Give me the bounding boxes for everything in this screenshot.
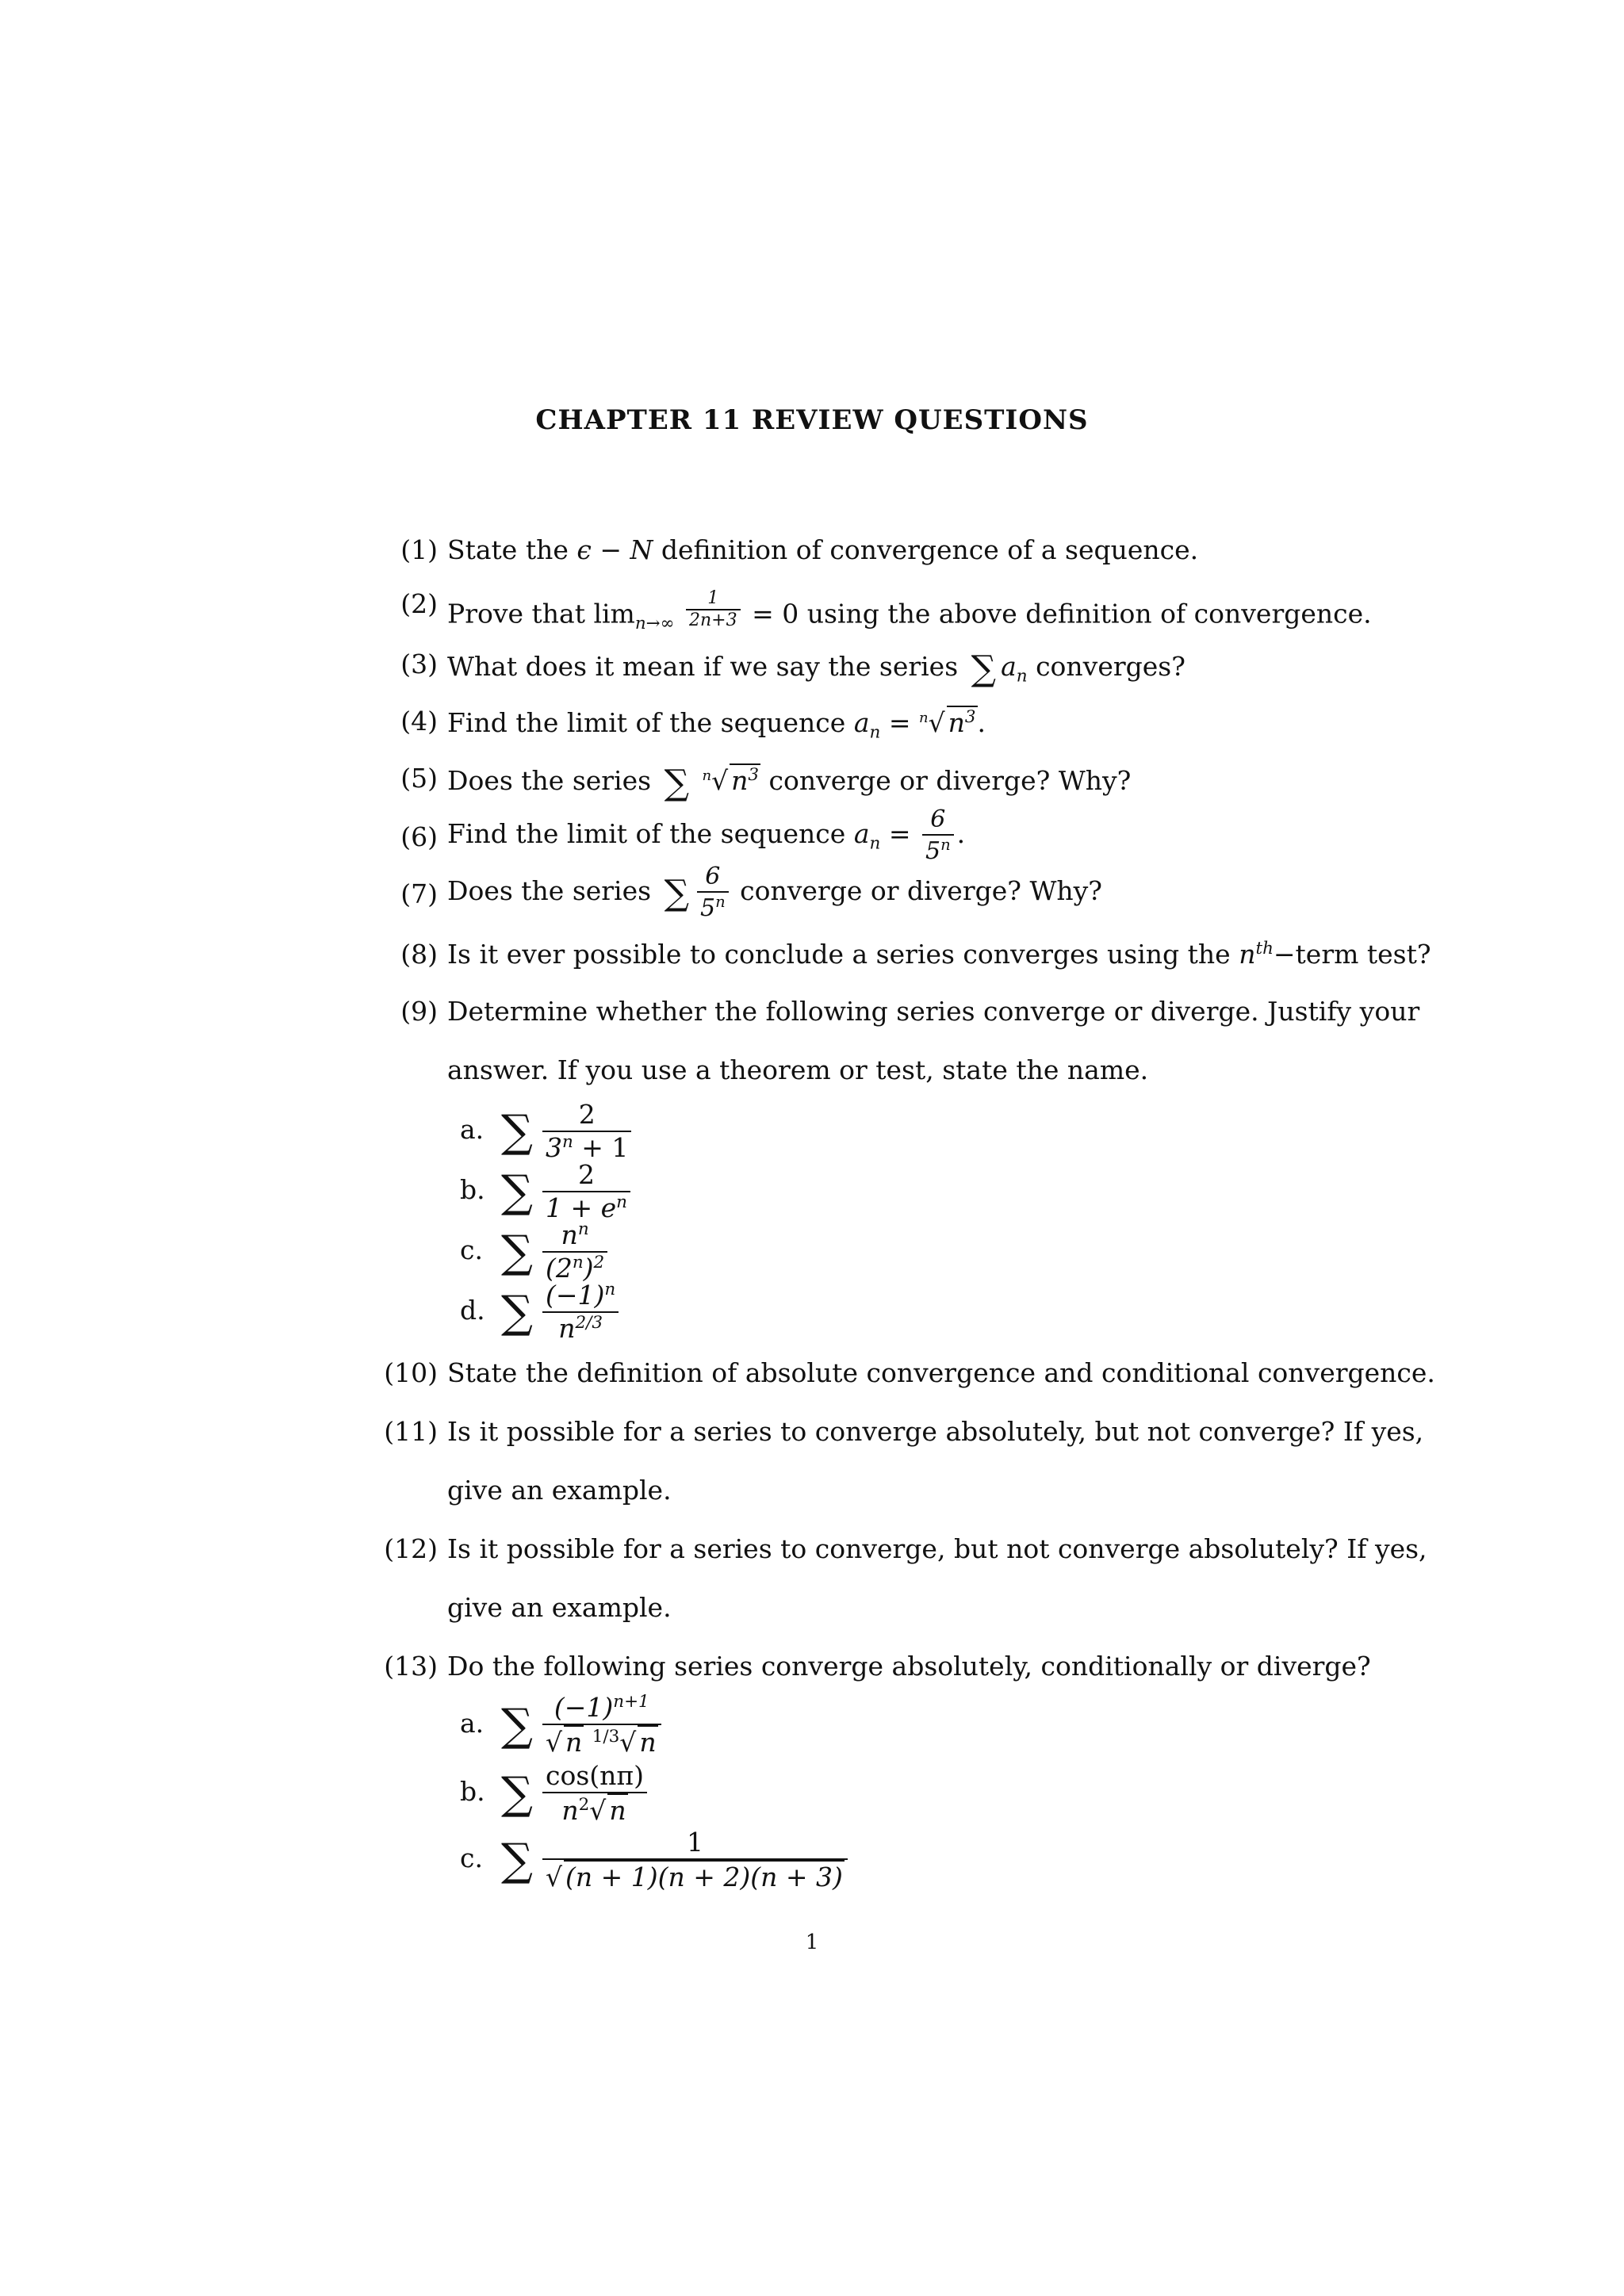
fraction: $\frac{(-1)^n}{n^{2/3}}$	[542, 1280, 619, 1344]
page-number: 1	[805, 1931, 819, 1954]
sigma-symbol: ∑	[501, 1105, 533, 1158]
question-text: Is it ever possible to conclude a series converges using the $n^{th}-term$ test?	[447, 939, 1431, 970]
question-number: (2)	[400, 588, 438, 619]
fraction: $\frac{(-1)^{n+1}}{√ n ^{1/3}√ n}$	[542, 1692, 661, 1758]
root-symbol: √	[711, 765, 729, 796]
question-9-continued: answer. If you use a theorem or test, state the name.	[447, 1054, 1149, 1085]
fraction: $\frac{1}{√ (n + 1)(n + 2)(n + 3)}$	[542, 1827, 848, 1892]
q13-item-a: a. ∑ $\frac{(-1)^{n+1}}{√ n ^{1/3}√ n}$	[460, 1692, 665, 1758]
sigma-symbol: ∑	[971, 649, 997, 689]
question-number: (4)	[400, 706, 438, 737]
fraction: $\frac{\cos(n\pi)}{n^2√ n}$	[542, 1760, 647, 1826]
question-text: Prove that $\lim_{n\to\infty}$ $\frac{1}{2n+3}$ = 0 using the above definition of convergence.	[447, 588, 1372, 633]
question-number: (12)	[384, 1533, 438, 1564]
fraction: $\frac{2}{1 + e^n}$	[542, 1159, 630, 1223]
sigma-symbol: ∑	[501, 1286, 533, 1338]
q9-item-c: c. ∑ $\frac{n^n}{(2^n)^2}$	[460, 1219, 611, 1284]
q9-item-a: a. ∑ $\frac{2}{3^n + 1}$	[460, 1099, 634, 1163]
question-number: (5)	[400, 763, 438, 794]
question-text: Find the limit of the sequence $a_n = ^n√$ $n^3$.	[447, 707, 986, 743]
page-title: CHAPTER 11 REVIEW QUESTIONS	[535, 404, 1089, 436]
sigma-symbol: ∑	[664, 873, 689, 913]
question-number: (13)	[384, 1651, 438, 1682]
sigma-symbol: ∑	[664, 763, 689, 803]
root-symbol: √	[928, 707, 945, 738]
sigma-symbol: ∑	[501, 1767, 533, 1820]
question-text: Is it possible for a series to converge, but not converge absolutely? If yes,	[447, 1533, 1427, 1564]
question-text: Does the series ∑ $\frac{6}{5^n}$ converge or diverge? Why?	[447, 863, 1102, 922]
question-number: (1)	[400, 534, 438, 565]
question-11-continued: give an example.	[447, 1475, 672, 1506]
question-text: Determine whether the following series converge or diverge. Justify your	[447, 996, 1420, 1027]
question-number: (6)	[400, 821, 438, 852]
question-number: (7)	[400, 878, 438, 909]
q9-item-b: b. ∑ $\frac{2}{1 + e^n}$	[460, 1159, 634, 1223]
question-text: Do the following series converge absolutely, conditionally or diverge?	[447, 1651, 1371, 1682]
question-number: (8)	[400, 939, 438, 970]
sigma-symbol: ∑	[501, 1834, 533, 1886]
sigma-symbol: ∑	[501, 1165, 533, 1218]
question-number: (11)	[384, 1416, 438, 1447]
sigma-symbol: ∑	[501, 1226, 533, 1278]
question-text: State the ϵ − N definition of convergence of a sequence.	[447, 534, 1199, 565]
fraction: $\frac{6}{5^n}$	[922, 806, 954, 866]
question-text: What does it mean if we say the series ∑ $a_n$ converges?	[447, 649, 1185, 689]
fraction: $\frac{6}{5^n}$	[697, 863, 729, 923]
question-text: Is it possible for a series to converge absolutely, but not converge? If yes,	[447, 1416, 1424, 1447]
question-text: Does the series ∑ $^n$√ $n^3$ converge or diverge? Why?	[447, 763, 1132, 803]
q13-item-b: b. ∑ $\frac{\cos(n\pi)}{n^2√ n}$	[460, 1760, 650, 1826]
question-12-continued: give an example.	[447, 1592, 672, 1623]
fraction: $\frac{2}{3^n + 1}$	[542, 1099, 631, 1163]
question-number: (10)	[384, 1357, 438, 1388]
question-number: (3)	[400, 649, 438, 679]
question-number: (9)	[400, 996, 438, 1027]
sigma-symbol: ∑	[501, 1699, 533, 1751]
question-text: Find the limit of the sequence $a_n$ = $\frac{6}{5^n}$ .	[447, 806, 966, 865]
q9-item-d: d. ∑ $\frac{(-1)^n}{n^{2/3}}$	[460, 1280, 622, 1344]
fraction: $\frac{1}{2n+3}$	[686, 588, 741, 632]
q13-item-c: c. ∑ $\frac{1}{√ (n + 1)(n + 2)(n + 3)}$	[460, 1827, 851, 1892]
fraction: $\frac{n^n}{(2^n)^2}$	[542, 1219, 607, 1284]
question-text: State the definition of absolute convergence and conditional convergence.	[447, 1357, 1435, 1388]
